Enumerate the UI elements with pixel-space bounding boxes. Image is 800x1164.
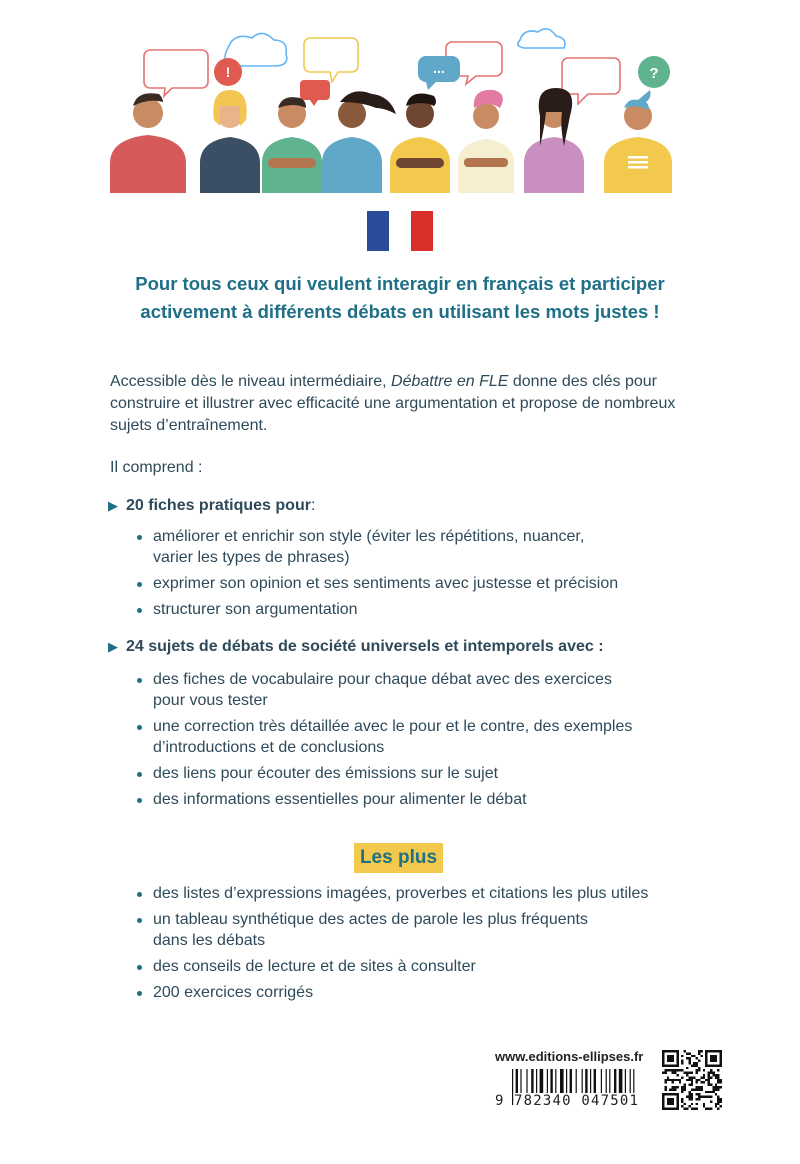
list-item-text: des listes d’expressions imagées, proverbes et citations les plus utiles bbox=[153, 885, 649, 902]
qr-module bbox=[705, 1096, 707, 1098]
qr-module bbox=[710, 1072, 712, 1074]
qr-module bbox=[717, 1069, 719, 1071]
qr-module bbox=[703, 1076, 705, 1078]
qr-module bbox=[700, 1086, 702, 1088]
qr-module bbox=[717, 1076, 719, 1078]
les-plus-badge: Les plus bbox=[354, 843, 443, 873]
person-5 bbox=[390, 94, 450, 193]
comprend-label: Il comprend : bbox=[110, 459, 203, 476]
qr-module bbox=[684, 1108, 686, 1110]
qr-module bbox=[696, 1064, 698, 1066]
qr-module bbox=[684, 1103, 686, 1105]
list-item-text: varier les types de phrases) bbox=[153, 549, 350, 566]
qr-module bbox=[688, 1091, 690, 1093]
qr-module bbox=[688, 1060, 690, 1062]
person-2 bbox=[200, 90, 260, 193]
qr-module bbox=[705, 1079, 707, 1081]
qr-module bbox=[686, 1052, 688, 1054]
qr-module bbox=[700, 1096, 702, 1098]
qr-module bbox=[674, 1079, 676, 1081]
qr-module bbox=[688, 1079, 690, 1081]
section-1-heading bbox=[108, 497, 315, 515]
person-3 bbox=[262, 97, 322, 193]
triangle-bullet-icon: ▶ bbox=[108, 639, 118, 654]
qr-module bbox=[720, 1105, 722, 1107]
qr-module bbox=[686, 1096, 688, 1098]
list-item-text: des conseils de lecture et de sites à consulter bbox=[153, 958, 476, 975]
qr-module bbox=[662, 1072, 664, 1074]
qr-module bbox=[686, 1072, 688, 1074]
section-1-heading-tail: : bbox=[310, 497, 316, 514]
qr-module bbox=[717, 1088, 719, 1090]
qr-module bbox=[679, 1069, 681, 1071]
qr-module bbox=[712, 1091, 714, 1093]
qr-module bbox=[664, 1069, 666, 1071]
qr-module bbox=[696, 1079, 698, 1081]
qr-module bbox=[691, 1103, 693, 1105]
isbn-prefix: 9 bbox=[495, 1093, 504, 1109]
qr-module bbox=[672, 1086, 674, 1088]
qr-module bbox=[696, 1098, 698, 1100]
qr-module bbox=[710, 1100, 712, 1102]
qr-module bbox=[696, 1086, 698, 1088]
qr-module bbox=[684, 1088, 686, 1090]
qr-module bbox=[688, 1062, 690, 1064]
qr-module bbox=[720, 1098, 722, 1100]
qr-module bbox=[669, 1079, 671, 1081]
list-item bbox=[137, 956, 697, 977]
qr-module bbox=[696, 1088, 698, 1090]
intro-paragraph bbox=[110, 371, 710, 437]
qr-module bbox=[717, 1079, 719, 1081]
qr-module bbox=[684, 1084, 686, 1086]
person-6 bbox=[458, 90, 514, 193]
qr-module bbox=[703, 1103, 705, 1105]
qr-module bbox=[717, 1074, 719, 1076]
list-item bbox=[137, 573, 697, 594]
qr-module bbox=[700, 1088, 702, 1090]
list-item bbox=[137, 982, 697, 1003]
person-8 bbox=[604, 90, 672, 193]
qr-module bbox=[672, 1069, 674, 1071]
exclamation-mark: ! bbox=[225, 64, 231, 80]
qr-module bbox=[700, 1050, 702, 1052]
qr-module bbox=[681, 1088, 683, 1090]
qr-module bbox=[681, 1086, 683, 1088]
list-item-text: améliorer et enrichir son style (éviter les répétitions, nuancer, bbox=[153, 528, 585, 545]
qr-module bbox=[681, 1098, 683, 1100]
list-item bbox=[137, 909, 697, 951]
qr-module bbox=[698, 1088, 700, 1090]
qr-module bbox=[705, 1108, 707, 1110]
qr-module bbox=[708, 1084, 710, 1086]
person-7 bbox=[524, 88, 584, 193]
section-1-heading-bold: 20 fiches pratiques pour bbox=[126, 497, 311, 514]
qr-module bbox=[720, 1100, 722, 1102]
list-item bbox=[137, 526, 697, 568]
qr-module bbox=[693, 1076, 695, 1078]
list-item-text: d’introductions et de conclusions bbox=[153, 739, 385, 756]
qr-module bbox=[700, 1055, 702, 1057]
qr-module bbox=[698, 1050, 700, 1052]
qr-module bbox=[664, 1072, 666, 1074]
qr-module bbox=[691, 1064, 693, 1066]
qr-module bbox=[715, 1076, 717, 1078]
qr-module bbox=[720, 1081, 722, 1083]
qr-module bbox=[696, 1093, 698, 1095]
qr-module bbox=[672, 1079, 674, 1081]
list-item bbox=[137, 883, 697, 904]
qr-module bbox=[664, 1079, 666, 1081]
qr-code bbox=[662, 1050, 722, 1110]
publisher-website[interactable]: www.editions-ellipses.fr bbox=[495, 1049, 644, 1064]
question-mark: ? bbox=[649, 65, 659, 82]
person-1 bbox=[110, 93, 186, 193]
qr-module bbox=[691, 1093, 693, 1095]
qr-module bbox=[693, 1108, 695, 1110]
qr-module bbox=[698, 1060, 700, 1062]
list-item bbox=[137, 669, 697, 711]
qr-module bbox=[688, 1057, 690, 1059]
qr-module bbox=[693, 1088, 695, 1090]
list-item-text: des liens pour écouter des émissions sur le sujet bbox=[153, 765, 499, 782]
qr-module bbox=[698, 1098, 700, 1100]
qr-module bbox=[681, 1062, 683, 1064]
qr-module bbox=[708, 1074, 710, 1076]
qr-module bbox=[696, 1108, 698, 1110]
qr-module bbox=[715, 1093, 717, 1095]
qr-module bbox=[691, 1072, 693, 1074]
qr-module bbox=[686, 1108, 688, 1110]
qr-module bbox=[710, 1069, 712, 1071]
list-item-text: des informations essentielles pour alimenter le débat bbox=[153, 791, 527, 808]
intro-after: donne des clés pour construire et illustrer avec efficacité une argumentation et propose de nombreux sujets d’entraînement. bbox=[110, 373, 676, 434]
qr-module bbox=[672, 1081, 674, 1083]
qr-module bbox=[710, 1055, 717, 1062]
triangle-bullet-icon: ▶ bbox=[108, 498, 118, 513]
section-2-heading-text: 24 sujets de débats de société universels et intemporels avec : bbox=[126, 638, 604, 655]
qr-module bbox=[708, 1079, 710, 1081]
bullet-dot-icon bbox=[137, 965, 142, 970]
bullet-dot-icon bbox=[137, 892, 142, 897]
qr-module bbox=[708, 1108, 710, 1110]
qr-module bbox=[684, 1072, 686, 1074]
qr-module bbox=[667, 1076, 669, 1078]
qr-module bbox=[664, 1088, 666, 1090]
qr-module bbox=[691, 1096, 693, 1098]
list-item bbox=[137, 716, 697, 758]
qr-module bbox=[712, 1072, 714, 1074]
bullet-dot-icon bbox=[137, 798, 142, 803]
qr-module bbox=[691, 1088, 693, 1090]
qr-module bbox=[698, 1079, 700, 1081]
isbn-digits: 782340 047501 bbox=[514, 1093, 648, 1109]
qr-module bbox=[698, 1093, 700, 1095]
list-item-text: pour vous tester bbox=[153, 692, 268, 709]
qr-module bbox=[672, 1088, 674, 1090]
qr-module bbox=[696, 1103, 698, 1105]
qr-module bbox=[688, 1098, 690, 1100]
qr-module bbox=[676, 1079, 678, 1081]
qr-module bbox=[715, 1088, 717, 1090]
list-item-text: une correction très détaillée avec le pour et le contre, des exemples bbox=[153, 718, 633, 735]
qr-module bbox=[681, 1091, 683, 1093]
qr-module bbox=[664, 1086, 666, 1088]
qr-module bbox=[708, 1091, 710, 1093]
section-2-list bbox=[137, 669, 697, 815]
qr-module bbox=[664, 1081, 666, 1083]
qr-module bbox=[674, 1069, 676, 1071]
qr-module bbox=[705, 1091, 707, 1093]
qr-module bbox=[708, 1072, 710, 1074]
list-item bbox=[137, 789, 697, 810]
flag-band-blue bbox=[367, 211, 389, 251]
qr-module bbox=[715, 1103, 717, 1105]
list-item-text: des fiches de vocabulaire pour chaque débat avec des exercices bbox=[153, 671, 612, 688]
qr-module bbox=[696, 1081, 698, 1083]
qr-module bbox=[698, 1069, 700, 1071]
qr-module bbox=[708, 1076, 710, 1078]
qr-module bbox=[710, 1108, 712, 1110]
qr-module bbox=[684, 1050, 686, 1052]
qr-module bbox=[698, 1067, 700, 1069]
person-4 bbox=[322, 91, 396, 193]
qr-module bbox=[679, 1079, 681, 1081]
people-speech-illustration bbox=[100, 28, 700, 193]
list-item-text: un tableau synthétique des actes de parole les plus fréquents bbox=[153, 911, 588, 928]
list-item bbox=[137, 763, 697, 784]
qr-module bbox=[715, 1086, 717, 1088]
qr-module bbox=[696, 1069, 698, 1071]
qr-module bbox=[688, 1052, 690, 1054]
section-1-list bbox=[137, 526, 697, 625]
qr-module bbox=[676, 1069, 678, 1071]
tagline-line-1: Pour tous ceux qui veulent interagir en français et participer bbox=[135, 273, 665, 294]
qr-module bbox=[691, 1108, 693, 1110]
qr-module bbox=[688, 1084, 690, 1086]
qr-module bbox=[700, 1081, 702, 1083]
qr-module bbox=[696, 1062, 698, 1064]
french-flag bbox=[367, 211, 433, 251]
list-item-text: structurer son argumentation bbox=[153, 601, 358, 618]
qr-module bbox=[693, 1062, 695, 1064]
qr-module bbox=[674, 1072, 676, 1074]
qr-module bbox=[681, 1069, 683, 1071]
qr-module bbox=[710, 1076, 712, 1078]
qr-module bbox=[679, 1081, 681, 1083]
bullet-dot-icon bbox=[137, 678, 142, 683]
qr-module bbox=[703, 1105, 705, 1107]
qr-module bbox=[681, 1060, 683, 1062]
qr-module bbox=[691, 1084, 693, 1086]
qr-module bbox=[703, 1074, 705, 1076]
tagline bbox=[60, 270, 740, 326]
qr-module bbox=[681, 1105, 683, 1107]
bullet-dot-icon bbox=[137, 772, 142, 777]
ellipsis-mark: ... bbox=[433, 60, 445, 76]
qr-module bbox=[710, 1091, 712, 1093]
qr-module bbox=[708, 1096, 710, 1098]
list-item-text: exprimer son opinion et ses sentiments avec justesse et précision bbox=[153, 575, 619, 592]
book-title: Débattre en FLE bbox=[391, 373, 509, 390]
qr-module bbox=[691, 1055, 693, 1057]
qr-module bbox=[686, 1067, 688, 1069]
qr-module bbox=[676, 1086, 678, 1088]
qr-module bbox=[712, 1088, 714, 1090]
qr-module bbox=[688, 1072, 690, 1074]
qr-module bbox=[698, 1096, 700, 1098]
qr-module bbox=[703, 1081, 705, 1083]
intro-before: Accessible dès le niveau intermédiaire, bbox=[110, 373, 392, 390]
qr-module bbox=[708, 1081, 710, 1083]
qr-module bbox=[686, 1079, 688, 1081]
qr-module bbox=[703, 1069, 705, 1071]
qr-module bbox=[712, 1074, 714, 1076]
qr-module bbox=[710, 1084, 712, 1086]
qr-module bbox=[672, 1072, 674, 1074]
qr-module bbox=[715, 1074, 717, 1076]
qr-module bbox=[667, 1098, 674, 1105]
qr-module bbox=[696, 1072, 698, 1074]
qr-module bbox=[717, 1086, 719, 1088]
qr-module bbox=[717, 1098, 719, 1100]
qr-module bbox=[681, 1076, 683, 1078]
qr-module bbox=[698, 1086, 700, 1088]
qr-module bbox=[667, 1055, 674, 1062]
qr-module bbox=[696, 1057, 698, 1059]
qr-module bbox=[715, 1105, 717, 1107]
qr-module bbox=[674, 1086, 676, 1088]
qr-module bbox=[691, 1079, 693, 1081]
qr-module bbox=[693, 1055, 695, 1057]
qr-module bbox=[681, 1100, 683, 1102]
les-plus-list bbox=[137, 883, 697, 1008]
qr-module bbox=[674, 1088, 676, 1090]
qr-module bbox=[691, 1081, 693, 1083]
qr-module bbox=[717, 1108, 719, 1110]
qr-module bbox=[717, 1081, 719, 1083]
qr-module bbox=[688, 1093, 690, 1095]
qr-module bbox=[720, 1079, 722, 1081]
list-item bbox=[137, 599, 697, 620]
bullet-dot-icon bbox=[137, 608, 142, 613]
qr-module bbox=[720, 1086, 722, 1088]
qr-module bbox=[688, 1076, 690, 1078]
list-item-text: dans les débats bbox=[153, 932, 266, 949]
bullet-dot-icon bbox=[137, 725, 142, 730]
qr-module bbox=[681, 1055, 683, 1057]
qr-module bbox=[691, 1076, 693, 1078]
qr-module bbox=[691, 1098, 693, 1100]
qr-module bbox=[693, 1064, 695, 1066]
qr-module bbox=[688, 1105, 690, 1107]
qr-module bbox=[700, 1076, 702, 1078]
bullet-dot-icon bbox=[137, 582, 142, 587]
qr-module bbox=[669, 1088, 671, 1090]
qr-module bbox=[712, 1086, 714, 1088]
qr-module bbox=[686, 1074, 688, 1076]
qr-module bbox=[717, 1100, 719, 1102]
qr-module bbox=[667, 1069, 669, 1071]
bullet-dot-icon bbox=[137, 991, 142, 996]
bullet-dot-icon bbox=[137, 535, 142, 540]
bullet-dot-icon bbox=[137, 918, 142, 923]
list-item-text: 200 exercices corrigés bbox=[153, 984, 314, 1001]
qr-module bbox=[684, 1086, 686, 1088]
qr-module bbox=[676, 1074, 678, 1076]
qr-module bbox=[667, 1079, 669, 1081]
flag-band-red bbox=[411, 211, 433, 251]
qr-module bbox=[686, 1057, 688, 1059]
qr-module bbox=[669, 1069, 671, 1071]
qr-module bbox=[717, 1096, 719, 1098]
tagline-line-2: activement à différents débats en utilisant les mots justes ! bbox=[140, 301, 660, 322]
flag-band-white bbox=[389, 211, 411, 251]
qr-module bbox=[717, 1103, 719, 1105]
qr-module bbox=[698, 1052, 700, 1054]
qr-module bbox=[703, 1096, 705, 1098]
qr-module bbox=[710, 1096, 712, 1098]
qr-module bbox=[715, 1084, 717, 1086]
qr-module bbox=[688, 1096, 690, 1098]
section-2-heading bbox=[108, 638, 604, 656]
